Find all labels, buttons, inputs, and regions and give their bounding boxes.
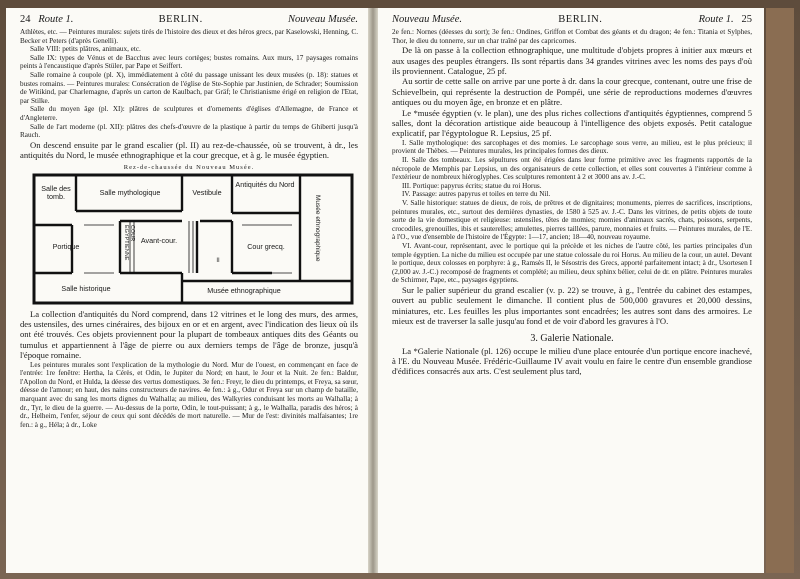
page-number: 25 (741, 14, 752, 25)
paragraph: La collection d'antiquités du Nord comprend, dans 12 vitrines et le long des murs, des armes, des ustensiles, des urnes cinéraires, des bijoux en or et en argent, avec l'indication des lieux où ils ont été trouvés. Ces objets proviennent pour la plupart de tombeaux antiques dits des Géants ou tumulus et appartiennent à l'âge de pierre ou aux derniers temps de l'âge de bronze, jusqu'à l'époque romaine. (20, 308, 358, 361)
room-portique: Portique (52, 241, 80, 251)
paragraph: V. Salle historique: statues de dieux, de rois, de prêtres et de dignitaires; monuments, pierres de sacrifices, inscriptions, peintures murales, etc., surtout des dernières dynasties, de 1580 à 525 av. J.-C. Dans les vitrines, de petits objets de toute sorte de la vie domestique et religieuse: ustensiles, têtes de momies; momies d'animaux sacrés, chats, poissons, serpents, crocodiles, grenouilles, ibis et sauterelles; amulettes, pierres taillées, parure, monnaies et fruits. — Peintures murales, de l'E. à l'O., vue d'ensemble de l'histoire de l'Égypte: 1—17, ancien; 18—40, nouveau royaume. (392, 199, 752, 242)
paragraph: Les peintures murales sont l'explication de la mythologie du Nord. Mur de l'ouest, en commençant en face de l'entrée: 1re fenêtre: Hertha, la Cérès, et Odin, le Jupiter du Nord; en haut, le Jour et la Nuit. 2e fen.: Baldur, l'Apollon du Nord, et Hulda, la déesse des vertus domestiques. 3e fen.: Freyr, le dieu du printemps, et Freya, sa sœur, déesse de l'amour; en haut, des nains constructeurs de navires. 4e fen.: à g., Odur et Freya sur un champ de bataille, marquant avec du sang les morts dignes du Walhalla; au milieu, des Walkyries conduisant les morts au Walhalla; à dr., Tyr, le dieu de la guerre. — Au-dessus de la porte, Odin, le tout-puissant; à g., le Walhalla, paradis des héros; à dr., Helheim, l'enfer, séjour de ceux qui sont décédés de mort naturelle. — Mur de l'est: divinités malfaisantes; 1re fen.: à g., Héla; à dr., Loke (20, 360, 358, 429)
paragraph: De là on passe à la collection ethnographique, une multitude d'objets propres à initier aux mœurs et aux usages des peuples étrangers. Ils sont répartis dans 34 grandes vitrines avec les noms des pays d'où ils proviennent. Catalogue, 25 pf. (392, 45, 752, 76)
floor-plan-title: Rez-de-chaussée du Nouveau Musée. (123, 163, 255, 171)
left-page (6, 8, 368, 573)
paragraph: La *Galerie Nationale (pl. 126) occupe le milieu d'une place entourée d'un portique encore inachevé, à l'E. du Nouveau Musée. Frédéric-Guillaume IV avait voulu en faire le centre d'un ensemble grandiose d'édifices consacrés aux arts. C'est seulement plus tard, (392, 345, 752, 377)
floor-plan (32, 173, 354, 305)
paragraph: On descend ensuite par le grand escalier (pl. II) au rez-de-chaussée, où se trouvent, à dr., les antiquités du Nord, le musée ethnographique et la cour grecque, et à g. le musée égyptien. (20, 139, 358, 161)
paragraph: Au sortir de cette salle on arrive par une porte à dr. dans la cour grecque, contenant, outre une frise de Schievelbein, qui représente la destruction de Pompéi, une série de reproductions modernes d'œuvres antiques ou du moyen âge, en bronze et en plâtre. (392, 76, 752, 108)
city-title: BERLIN. (558, 14, 603, 25)
room-musee-ethnographique-vertical: Musée ethnographique (314, 194, 321, 262)
paragraph: Salle romaine à coupole (pl. X), immédiatement à côté du passage unissant les deux musées (p. 18): statues et bustes romains. — Peintures murales: Consécration de l'église de Ste-Sophie par Justinien, de Schrader; Soumission de Witikind, par Charlemagne, d'après un carton de Kaulbach, par Gräf; le Christianisme érigé en religion de l'Etat, par Stilke. (20, 70, 358, 105)
viewer-side-panel (766, 8, 794, 573)
plan-marker: II (216, 257, 220, 264)
museum-title: Nouveau Musée. (392, 14, 462, 25)
room-vestibule: Vestibule (192, 187, 222, 197)
room-avant-cour: Avant-cour. (140, 235, 178, 245)
route-label: Route 1. (38, 14, 74, 25)
paragraph: I. Salle mythologique: des sarcophages et des momies. Le sarcophage sous verre, au milieu, est le plus précieux; il provient de Thèbes. — Peintures murales, les principales formes des dieux. (392, 138, 752, 156)
paragraph: II. Salle des tombeaux. Les sépultures ont été érigées dans leur forme primitive avec les fragments rapportés de la nécropole de Memphis par Lepsius, un des organisateurs de cette collection, et elles sont couvertes à l'intérieur comme à l'extérieur de nombreux hiéroglyphes. Ces sculptures remontent à 2 et 3000 ans av. J.-C. (392, 156, 752, 182)
section-heading: 3. Galerie Nationale. (530, 332, 614, 344)
page-number: 24 (20, 14, 31, 25)
room-salle-historique: Salle historique (61, 283, 111, 293)
paragraph: Athlètes, etc. — Peintures murales: sujets tirés de l'histoire des dieux et des héros grecs, par Kaselowski, Henning, C. Becker et Peters (d'après Genelli). (20, 28, 358, 45)
room-salle-des-tombeaux: Salle des tomb. (41, 183, 71, 201)
room-antiquites-du-nord: Antiquités du Nord (235, 179, 295, 189)
paragraph: IV. Passage: autres papyrus et toiles en terre du Nil. (402, 190, 551, 199)
book-gutter (368, 8, 378, 573)
paragraph: Salle IX: types de Vénus et de Bacchus avec leurs cortèges; bustes romains. Aux murs, 17 paysages romains peints à l'encaustique d'après Stüler, par Pape et Seiffert. (20, 53, 358, 71)
route-label: Route 1. (698, 14, 734, 25)
room-salle-mythologique: Salle mythologique (99, 187, 161, 197)
paragraph: Salle VIII: petits plâtres, animaux, etc. (30, 45, 141, 54)
label-cour-egyptienne: COUR ÉGYPTIENNE (123, 224, 135, 260)
paragraph: VI. Avant-cour, représentant, avec le portique qui la précède et les niches de l'autre côté, les parties principales d'un temple égyptien. La niche du milieu est occupée par une statue colossale du roi Horus. Au milieu de la cour, un autel. Devant le portique, deux colosses en porphyre: à g., Ramsès II, le Sésostris des Grecs, apporté parfaitement intact; à dr., Usortesen I (2,000 av. J.-C.) recomposé de fragments et complété; au milieu, deux sphinx bélier, celui de dr. en plâtre. Peintures murales de Schirmer, Pape, etc., paysages égyptiens. (392, 241, 752, 285)
paragraph: Salle du moyen âge (pl. XI): plâtres de sculptures et d'ornements d'églises d'Allemagne, de France et d'Angleterre. (20, 105, 358, 122)
left-page-header (20, 14, 358, 25)
paragraph: Salle de l'art moderne (pl. XII): plâtres des chefs-d'œuvre de la plastique à partir du temps de Ghiberti jusqu'à Rauch. (20, 122, 358, 140)
city-title: BERLIN. (158, 14, 203, 25)
right-page-header (392, 14, 752, 25)
paragraph: Le *musée égyptien (v. le plan), une des plus riches collections d'antiquités égyptiennes, comprend 5 salles, dont la décoration artistique aide beaucoup à l'intelligence des objets exposés. Petit catalogue explicatif, par l'égyptologue R. Lepsius, 25 pf. (392, 107, 752, 139)
right-page (378, 8, 764, 573)
paragraph: Sur le palier supérieur du grand escalier (v. p. 22) se trouve, à g., l'entrée du cabinet des estampes, ouvert au public seulement le dimanche. Il contient plus de 500,000 gravures et 20,000 dessins, miniatures, etc. Les feuilles les plus importantes sont encadrées; les autres sont dans des armoires. Le mieux est de traverser la salle jusqu'au fond et de voir d'abord les gravures à l'O. (392, 284, 752, 327)
room-musee-ethnographique: Musée ethnographique (207, 285, 281, 295)
paragraph: 2e fen.: Nornes (déesses du sort); 3e fen.: Ondines, Griffon et Combat des géants et du dragon; 4e fen.: Titania et Sylphes, Thor, le dieu du tonnerre, sur un char traîné par des capricornes. (392, 28, 752, 45)
museum-title: Nouveau Musée. (288, 14, 358, 25)
paragraph: III. Portique: papyrus écrits; statue du roi Horus. (402, 181, 542, 190)
room-cour-grecque: Cour grecq. (247, 241, 285, 251)
